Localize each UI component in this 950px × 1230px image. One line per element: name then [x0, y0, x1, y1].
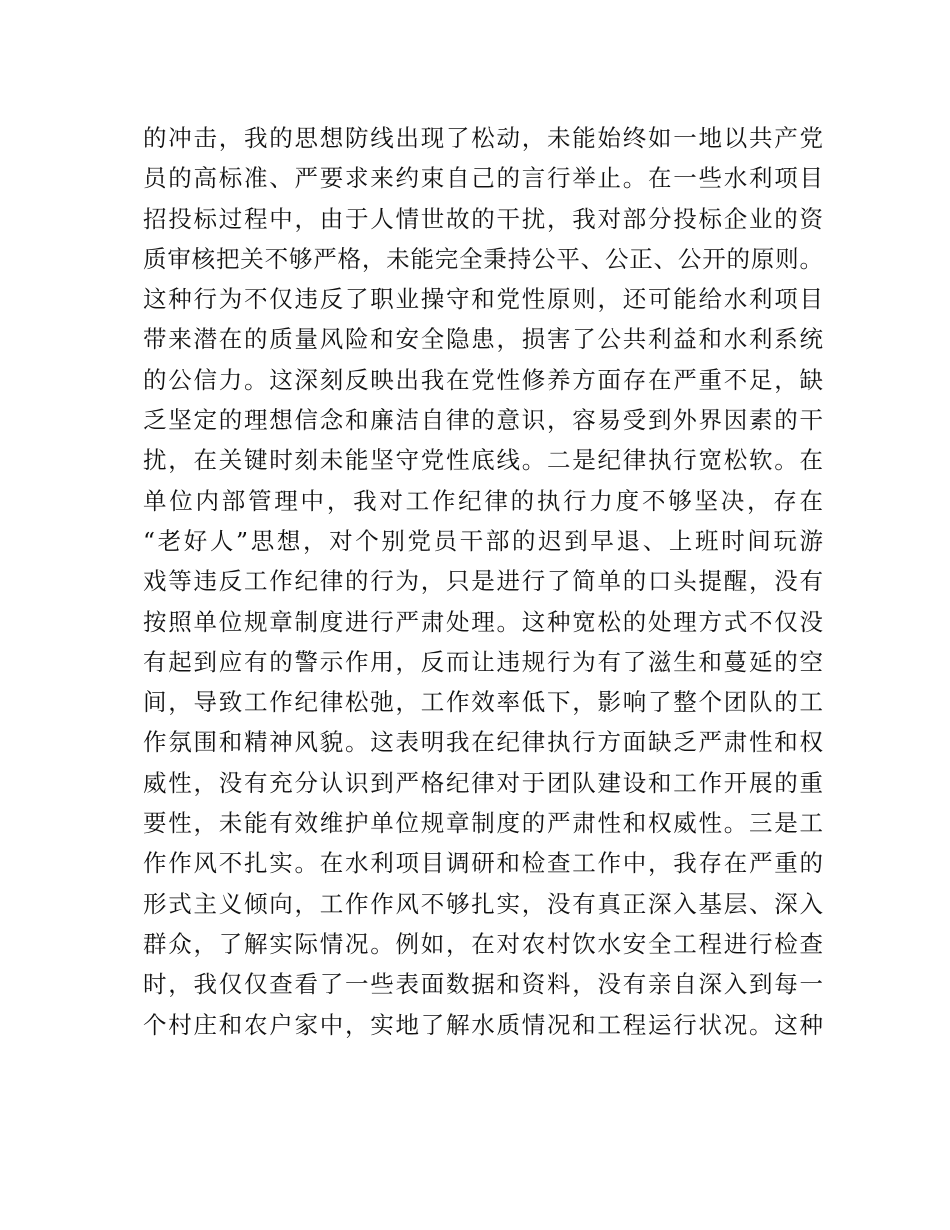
text-line: 戏等违反工作纪律的行为，只是进行了简单的口头提醒，没有	[143, 567, 823, 596]
text-line: 招投标过程中，由于人情世故的干扰，我对部分投标企业的资	[143, 204, 823, 233]
text-line: 单位内部管理中，我对工作纪律的执行力度不够坚决，存在	[143, 486, 823, 515]
text-line: 有起到应有的警示作用，反而让违规行为有了滋生和蔓延的空	[143, 647, 823, 676]
text-line: 作氛围和精神风貌。这表明我在纪律执行方面缺乏严肃性和权	[143, 728, 823, 757]
text-line: 群众，了解实际情况。例如，在对农村饮水安全工程进行检查	[143, 929, 823, 958]
text-line: 这种行为不仅违反了职业操守和党性原则，还可能给水利项目	[143, 285, 823, 314]
text-line: 扰，在关键时刻未能坚守党性底线。二是纪律执行宽松软。在	[143, 446, 823, 475]
text-line: 的公信力。这深刻反映出我在党性修养方面存在严重不足，缺	[143, 365, 823, 394]
text-line: 要性，未能有效维护单位规章制度的严肃性和权威性。三是工	[143, 809, 823, 838]
text-line: “老好人”思想，对个别党员干部的迟到早退、上班时间玩游	[143, 526, 823, 555]
text-line: 乏坚定的理想信念和廉洁自律的意识，容易受到外界因素的干	[143, 406, 823, 435]
body-text	[143, 118, 823, 1045]
text-line: 作作风不扎实。在水利项目调研和检查工作中，我存在严重的	[143, 849, 823, 878]
text-line: 带来潜在的质量风险和安全隐患，损害了公共利益和水利系统	[143, 325, 823, 354]
text-line: 质审核把关不够严格，未能完全秉持公平、公正、公开的原则。	[143, 244, 823, 273]
text-line: 员的高标准、严要求来约束自己的言行举止。在一些水利项目	[143, 164, 823, 193]
text-line: 时，我仅仅查看了一些表面数据和资料，没有亲自深入到每一	[143, 970, 823, 999]
text-line: 按照单位规章制度进行严肃处理。这种宽松的处理方式不仅没	[143, 607, 823, 636]
text-line: 威性，没有充分认识到严格纪律对于团队建设和工作开展的重	[143, 768, 823, 797]
text-line: 的冲击，我的思想防线出现了松动，未能始终如一地以共产党	[143, 124, 823, 152]
text-line: 个村庄和农户家中，实地了解水质情况和工程运行状况。这种	[143, 1010, 823, 1039]
text-line: 形式主义倾向，工作作风不够扎实，没有真正深入基层、深入	[143, 889, 823, 918]
text-line: 间，导致工作纪律松弛，工作效率低下，影响了整个团队的工	[143, 688, 823, 717]
